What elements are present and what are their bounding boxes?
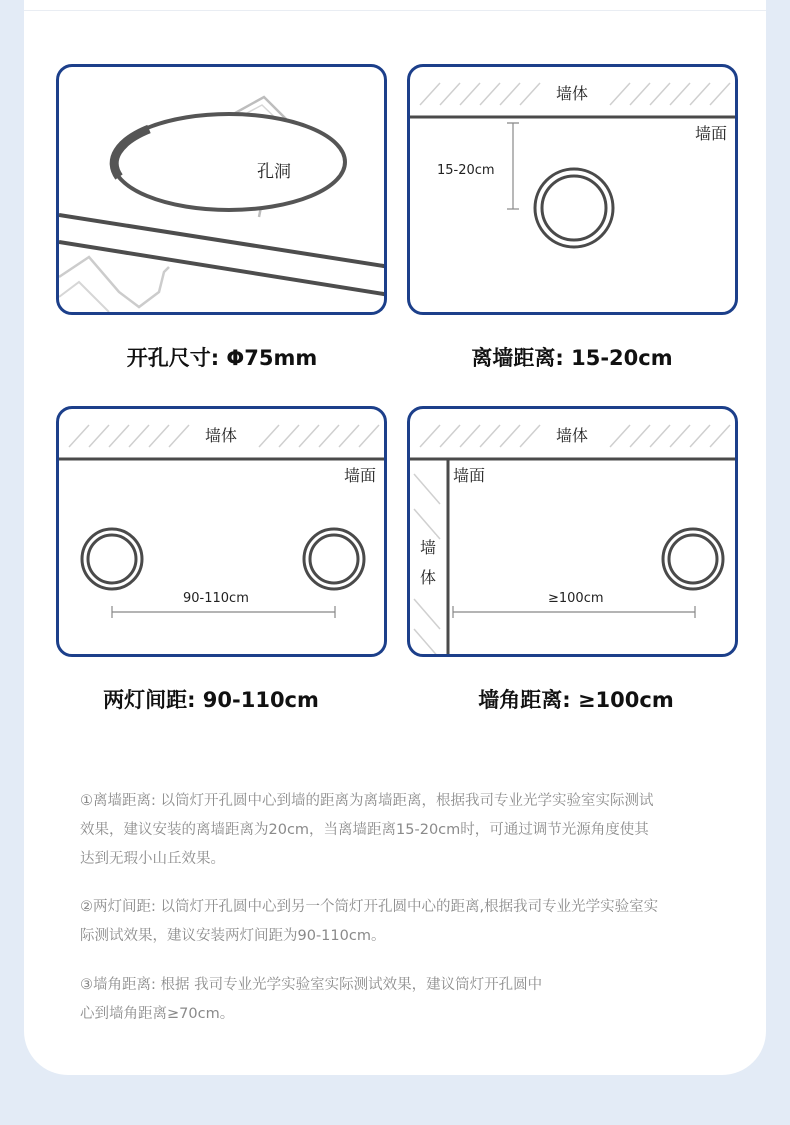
wall-face-label: 墙面 bbox=[694, 124, 727, 143]
hole-label: 孔洞 bbox=[257, 162, 291, 182]
corner-distance-panel bbox=[407, 406, 738, 657]
note-line: 心到墙角距离≥70cm。 bbox=[80, 1006, 235, 1022]
corner-distance-measure: ≥100cm bbox=[548, 591, 604, 606]
wall-body-label: 墙体 bbox=[553, 423, 591, 446]
note-line: ②两灯间距: 以筒灯开孔圆中心到另一个筒灯开孔圆中心的距离,根据我司专业光学实验室实 bbox=[80, 899, 659, 915]
note-light-spacing bbox=[80, 893, 730, 951]
note-line: ①离墙距离: 以筒灯开孔圆中心到墙的距离为离墙距离，根据我司专业光学实验室实际测试 bbox=[80, 793, 654, 809]
light-spacing-illustration bbox=[59, 409, 387, 657]
hole-size-caption: 开孔尺寸: Φ75mm bbox=[126, 346, 318, 370]
light-spacing-panel bbox=[56, 406, 387, 657]
wall-distance-panel bbox=[407, 64, 738, 315]
light-spacing-measure: 90-110cm bbox=[183, 591, 249, 606]
side-wall-label-top: 墙 bbox=[420, 535, 436, 558]
side-wall-label-bottom: 体 bbox=[420, 565, 436, 588]
hole-size-panel bbox=[56, 64, 387, 315]
note-line: 际测试效果，建议安装两灯间距为90-110cm。 bbox=[80, 928, 386, 944]
wall-body-label: 墙体 bbox=[202, 423, 240, 446]
wall-face-label: 墙面 bbox=[453, 466, 486, 485]
corner-distance-caption: 墙角距离: ≥100cm bbox=[478, 688, 674, 712]
wall-body-label: 墙体 bbox=[553, 81, 591, 104]
wall-distance-measure: 15-20cm bbox=[437, 163, 495, 178]
note-line: ③墙角距离: 根据 我司专业光学实验室实际测试效果，建议筒灯开孔圆中 bbox=[80, 977, 543, 993]
light-spacing-caption: 两灯间距: 90-110cm bbox=[103, 688, 319, 712]
wall-distance-illustration bbox=[410, 67, 738, 315]
top-divider bbox=[24, 10, 766, 11]
note-line: 达到无瑕小山丘效果。 bbox=[80, 851, 225, 867]
hole-size-illustration bbox=[59, 67, 387, 315]
corner-distance-illustration bbox=[410, 409, 738, 657]
wall-distance-caption: 离墙距离: 15-20cm bbox=[471, 346, 673, 370]
note-corner-distance bbox=[80, 971, 730, 1029]
note-line: 效果，建议安装的离墙距离为20cm，当离墙距离15-20cm时，可通过调节光源角度使其 bbox=[80, 822, 649, 838]
wall-face-label: 墙面 bbox=[343, 466, 376, 485]
note-wall-distance bbox=[80, 787, 730, 874]
